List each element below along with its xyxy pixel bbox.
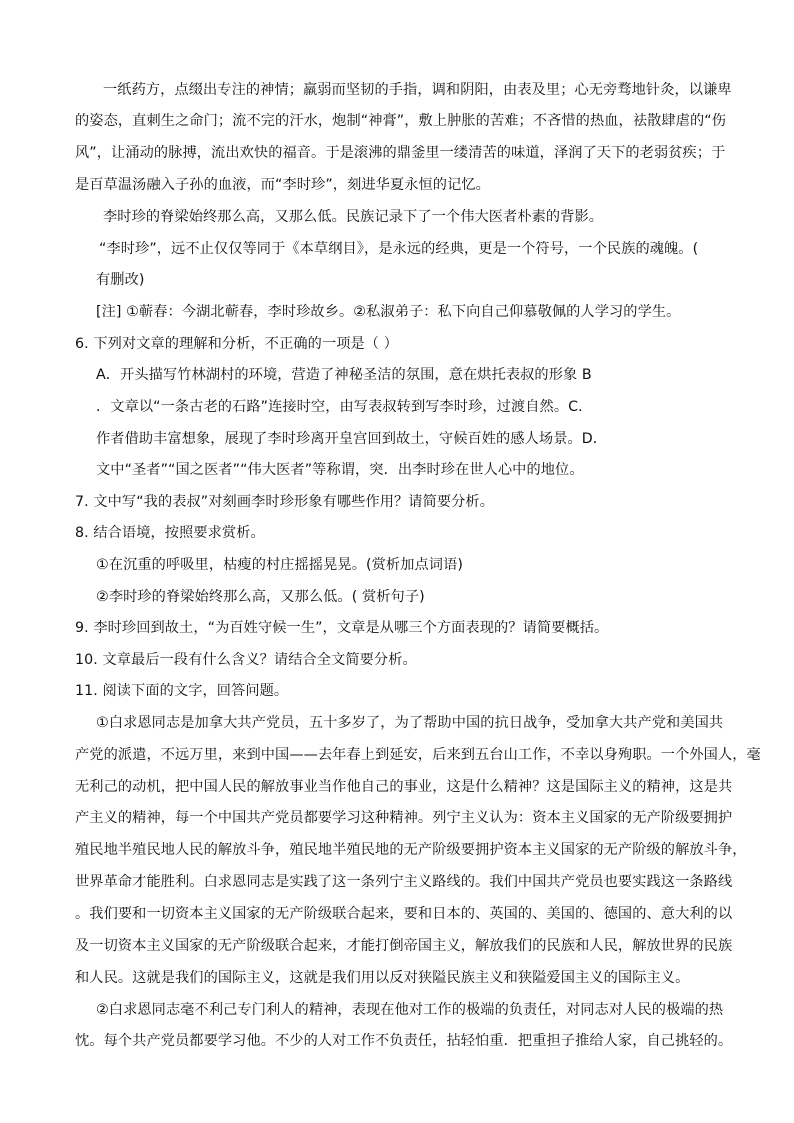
- question-option: 作者借助丰富想象，展现了李时珍离开皇宫回到故土，守候百姓的感人场景。D．: [96, 431, 608, 447]
- question-11: 11. 阅读下面的文字，回答问题。: [75, 683, 289, 699]
- paragraph-line: 无利己的动机，把中国人民的解放事业当作他自己的事业，这是什么精神？这是国际主义的精神，这是共: [75, 779, 733, 795]
- paragraph-line: 的姿态，直刺生之命门；流不完的汗水，炮制“神膏”，敷上肿胀的苦难；不吝惜的热血，祛散肆虐的“伤: [75, 113, 727, 129]
- question-8: 8. 结合语境，按照要求赏析。: [75, 525, 265, 541]
- paragraph-line: ①白求恩同志是加拿大共产党员，五十多岁了，为了帮助中国的抗日战争，受加拿大共产党和美国共: [96, 715, 724, 731]
- question-10: 10. 文章最后一段有什么含义？请结合全文简要分析。: [75, 652, 417, 668]
- question-6: 6. 下列对文章的理解和分析，不正确的一项是（ ）: [75, 336, 398, 352]
- paragraph-line: 殖民地半殖民地人民的解放斗争，殖民地半殖民地的无产阶级要拥护资本主义国家的无产阶级的解放斗争，: [75, 842, 747, 858]
- question-8-sub: ①在沉重的呼吸里，枯瘦的村庄摇摇晃晃。(赏析加点词语): [96, 557, 463, 573]
- question-7: 7. 文中写“我的表叔”对刻画李时珍形象有哪些作用？请简要分析。: [75, 494, 495, 510]
- question-option: ．文章以“一条古老的石路”连接时空，由写表叔转到写李时珍，过渡自然。C．: [96, 399, 593, 415]
- paragraph-line: 是百草温汤融入子孙的血液，而“李时珍”，刻进华夏永恒的记忆。: [75, 177, 490, 193]
- paragraph-line: 。我们要和一切资本主义国家的无产阶级联合起来，要和日本的、英国的、美国的、德国的、意大利的以: [75, 906, 733, 922]
- paragraph-line: 产主义的精神，每一个中国共产党员都要学习这种精神。列宁主义认为：资本主义国家的无产阶级要拥护: [75, 810, 733, 826]
- paragraph-line: 有删改): [96, 272, 145, 288]
- paragraph-line: 忱。每个共产党员都要学习他。不少的人对工作不负责任，拈轻怕重．把重担子推给人家，自己挑轻的。: [75, 1033, 733, 1049]
- paragraph-line: 风”，让涌动的脉搏，流出欢快的福音。于是滚沸的鼎釜里一缕清苦的味道，泽润了天下的老弱贫疾；于: [75, 145, 726, 161]
- question-option: A．开头描写竹林湖村的环境，营造了神秘圣洁的氛围，意在烘托表叔的形象 B: [96, 367, 592, 383]
- question-9: 9. 李时珍回到故土，“为百姓守候一生”，文章是从哪三个方面表现的？请简要概括。: [75, 620, 609, 636]
- question-8-sub: ②李时珍的脊梁始终那么高，又那么低。( 赏析句子): [96, 589, 425, 605]
- annotation-note: [注] ①蕲春：今湖北蕲春，李时珍故乡。②私淑弟子：私下向自己仰慕敬佩的人学习的学生。: [96, 304, 681, 320]
- paragraph-line: 世界革命才能胜利。白求恩同志是实践了这一条列宁主义路线的。我们中国共产党员也要实践这一条路线: [75, 874, 733, 890]
- paragraph-line: 及一切资本主义国家的无产阶级联合起来，才能打倒帝国主义，解放我们的民族和人民，解放世界的民族: [75, 938, 733, 954]
- paragraph-line: 李时珍的脊梁始终那么高，又那么低。民族记录下了一个伟大医者朴素的背影。: [103, 209, 604, 225]
- paragraph-line: ②白求恩同志毫不利己专门利人的精神，表现在他对工作的极端的负责任，对同志对人民的极端的热: [96, 1002, 724, 1018]
- paragraph-line: “李时珍”，远不止仅仅等同于《本草纲目》，是永远的经典，更是一个符号，一个民族的魂魄。(: [99, 241, 699, 257]
- paragraph-line: 和人民。这就是我们的国际主义，这就是我们用以反对狭隘民族主义和狭隘爱国主义的国际主义。: [75, 970, 690, 986]
- question-option: 文中“圣者”“国之医者”“伟大医者”等称谓，突．出李时珍在世人心中的地位。: [96, 462, 584, 478]
- paragraph-line: 产党的派遣，不远万里，来到中国——去年春上到延安，后来到五台山工作，不幸以身殉职。一个外国人，毫: [75, 747, 761, 763]
- paragraph-line: 一纸药方，点缀出专注的神情；羸弱而坚韧的手指，调和阴阳，由表及里；心无旁骛地针灸，以谦卑: [103, 82, 732, 98]
